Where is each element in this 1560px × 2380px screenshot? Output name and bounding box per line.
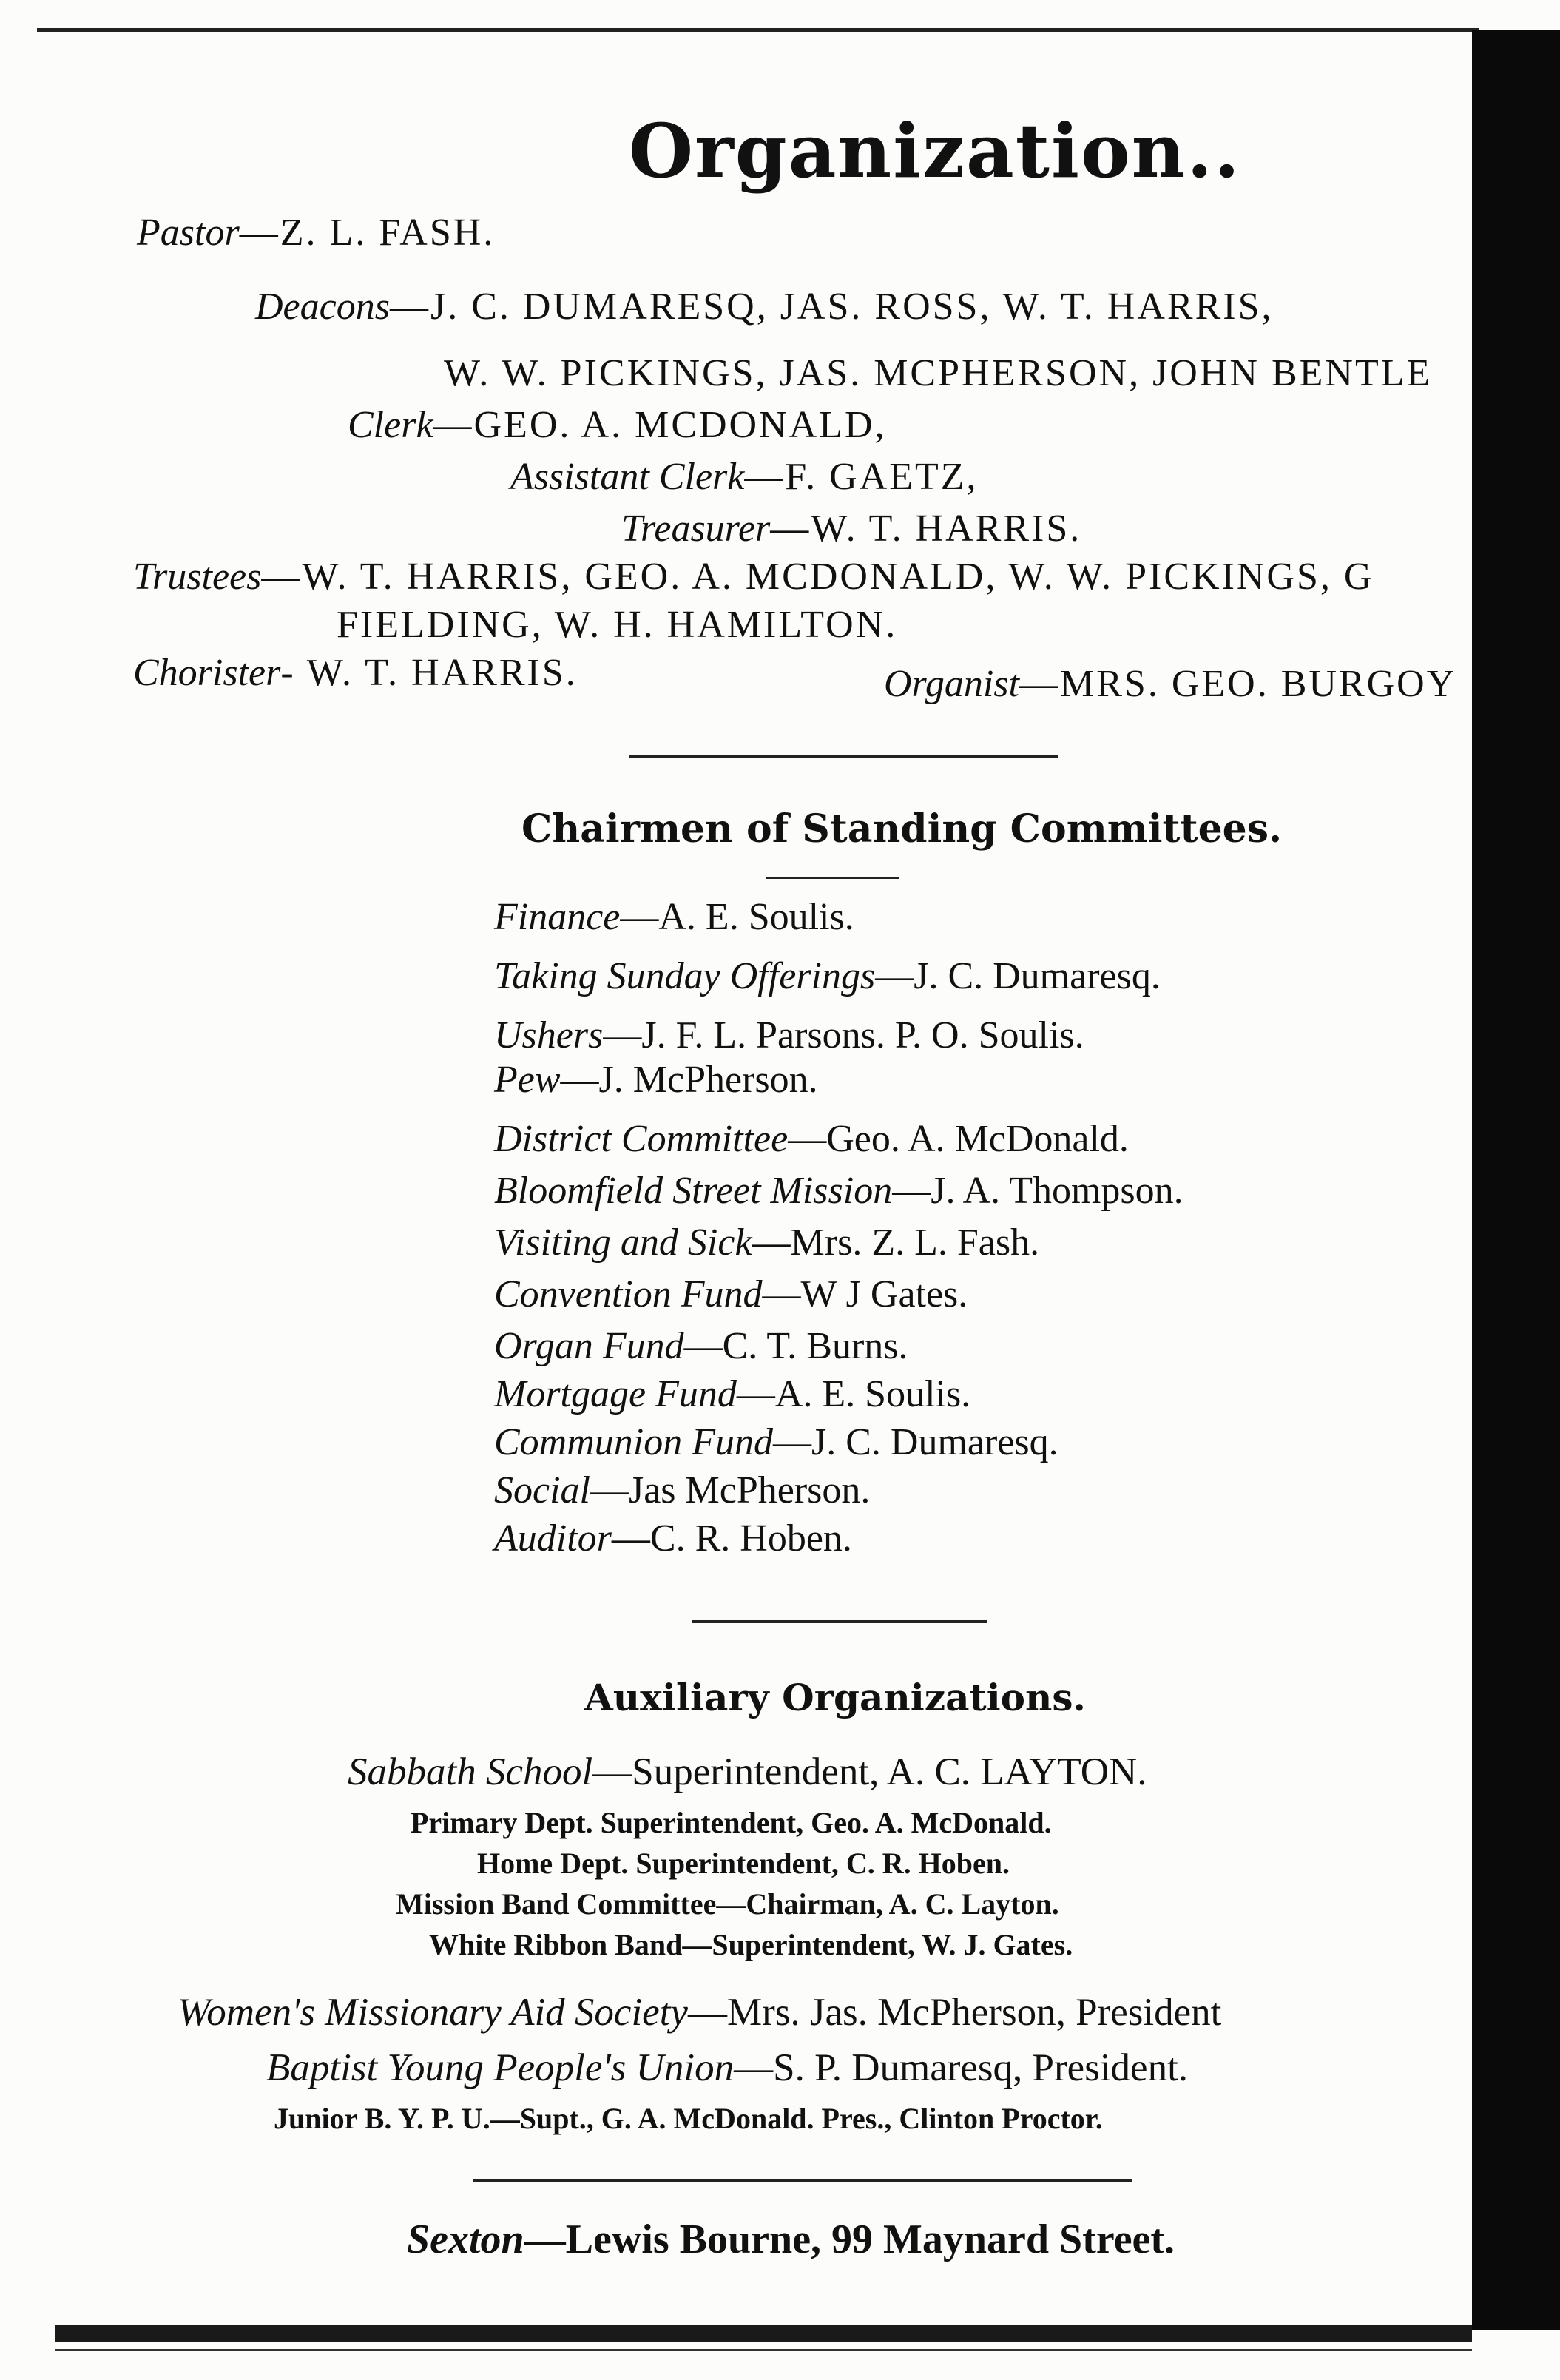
clerk-label: Clerk	[348, 404, 433, 446]
assistant-clerk-value: —F. GAETZ,	[744, 456, 979, 498]
treasurer-line	[621, 507, 1081, 550]
committee-social	[494, 1469, 870, 1512]
committee-value: —J. McPherson.	[560, 1059, 818, 1101]
primary-dept: Primary Dept. Superintendent, Geo. A. McDonald.	[411, 1806, 1052, 1839]
committee-value: —C. R. Hoben.	[611, 1517, 852, 1560]
right-page-edge	[1472, 30, 1560, 2330]
committee-ushers	[494, 1014, 1084, 1057]
committees-heading: Chairmen of Standing Committees.	[521, 806, 1283, 852]
organist-label: Organist	[884, 663, 1019, 705]
deacons-line	[255, 285, 1274, 328]
clerk-line	[348, 403, 887, 447]
committee-value: —J. A. Thompson.	[892, 1170, 1183, 1212]
committee-label: Auditor	[494, 1517, 612, 1560]
divider-1	[629, 755, 1058, 758]
bottom-border-thin	[55, 2349, 1472, 2351]
chorister-label: Chorister	[133, 652, 281, 694]
sexton-value: —Lewis Bourne, 99 Maynard Street.	[524, 2216, 1175, 2262]
treasurer-label: Treasurer	[621, 508, 771, 550]
committee-pew	[494, 1058, 818, 1102]
committee-convention	[494, 1272, 968, 1316]
deacons-value-1: —J. C. DUMARESQ, JAS. ROSS, W. T. HARRIS,	[389, 286, 1274, 328]
bypu-label: Baptist Young People's Union	[266, 2046, 735, 2089]
bypu-value: —S. P. Dumaresq, President.	[734, 2046, 1189, 2089]
committee-value: —J. C. Dumaresq.	[875, 955, 1161, 997]
trustees-value-1: —W. T. HARRIS, GEO. A. MCDONALD, W. W. PICKINGS, G	[261, 556, 1374, 598]
committee-label: Ushers	[494, 1014, 604, 1056]
committee-value: —Mrs. Z. L. Fash.	[752, 1221, 1040, 1264]
sexton-label: Sexton	[407, 2216, 524, 2262]
womens-society-line	[178, 1990, 1221, 2035]
divider-committees	[766, 877, 899, 879]
committee-label: Organ Fund	[494, 1325, 684, 1367]
assistant-clerk-label: Assistant Clerk	[510, 456, 745, 498]
divider-2	[692, 1620, 987, 1623]
trustees-label: Trustees	[133, 556, 262, 598]
assistant-clerk-line	[510, 455, 979, 499]
organist-value: —MRS. GEO. BURGOY	[1019, 663, 1457, 705]
organist-line	[884, 662, 1456, 706]
home-dept: Home Dept. Superintendent, C. R. Hoben.	[477, 1847, 1010, 1880]
sabbath-value: —Superintendent, A. C. LAYTON.	[592, 1750, 1147, 1793]
pastor-value: —Z. L. FASH.	[239, 212, 496, 254]
committee-value: —A. E. Soulis.	[736, 1373, 971, 1415]
committee-auditor	[494, 1517, 852, 1560]
junior-bypu: Junior B. Y. P. U.—Supt., G. A. McDonald. Pres., Clinton Proctor.	[274, 2102, 1103, 2135]
bottom-border	[55, 2325, 1472, 2342]
committee-label: Convention Fund	[494, 1273, 763, 1315]
committee-label: Visiting and Sick	[494, 1221, 752, 1264]
auxiliary-heading: Auxiliary Organizations.	[584, 1676, 1086, 1719]
trustees-line	[133, 555, 1374, 599]
committee-value: —W J Gates.	[762, 1273, 968, 1315]
pastor-line	[137, 211, 495, 254]
sabbath-label: Sabbath School	[348, 1750, 593, 1793]
page-title: Organization..	[629, 107, 1241, 195]
committee-label: Bloomfield Street Mission	[494, 1170, 893, 1212]
committee-label: Mortgage Fund	[494, 1373, 737, 1415]
committee-sunday-offerings	[494, 954, 1161, 998]
white-ribbon: White Ribbon Band—Superintendent, W. J. Gates.	[429, 1928, 1073, 1961]
mission-band: Mission Band Committee—Chairman, A. C. Layton.	[396, 1887, 1059, 1921]
committee-value: —J. C. Dumaresq.	[773, 1421, 1058, 1463]
committee-district	[494, 1117, 1129, 1161]
treasurer-value: —W. T. HARRIS.	[770, 508, 1082, 550]
women-label: Women's Missionary Aid Society	[178, 1991, 688, 2034]
deacons-value-2: W. W. PICKINGS, JAS. MCPHERSON, JOHN BENTLE	[444, 352, 1433, 394]
committee-bloomfield	[494, 1169, 1183, 1213]
committee-label: Finance	[494, 896, 621, 938]
committee-label: Taking Sunday Offerings	[494, 955, 876, 997]
committee-value: —A. E. Soulis.	[620, 896, 854, 938]
clerk-value: —GEO. A. MCDONALD,	[433, 404, 887, 446]
committee-finance	[494, 895, 854, 939]
divider-3	[473, 2179, 1132, 2182]
committee-mortgage	[494, 1372, 970, 1416]
chorister-line	[133, 651, 578, 695]
committee-communion	[494, 1420, 1058, 1464]
committee-label: Social	[494, 1469, 590, 1511]
committee-label: Pew	[494, 1059, 561, 1101]
committee-value: —J. F. L. Parsons. P. O. Soulis.	[603, 1014, 1084, 1056]
women-value: —Mrs. Jas. McPherson, President	[687, 1991, 1222, 2034]
committee-label: Communion Fund	[494, 1421, 773, 1463]
committee-label: District Committee	[494, 1118, 789, 1160]
trustees-value-2: FIELDING, W. H. HAMILTON.	[337, 604, 898, 646]
committee-value: —Jas McPherson.	[590, 1469, 871, 1511]
committee-value: —C. T. Burns.	[683, 1325, 908, 1367]
committee-visiting	[494, 1221, 1039, 1264]
committee-organ	[494, 1324, 908, 1368]
pastor-label: Pastor	[137, 212, 240, 254]
chorister-value: - W. T. HARRIS.	[280, 652, 578, 694]
committee-value: —Geo. A. McDonald.	[788, 1118, 1129, 1160]
top-border	[37, 28, 1479, 32]
bypu-line	[266, 2046, 1188, 2090]
sabbath-school-line	[348, 1750, 1147, 1794]
sexton-line	[407, 2216, 1175, 2263]
deacons-label: Deacons	[255, 286, 390, 328]
